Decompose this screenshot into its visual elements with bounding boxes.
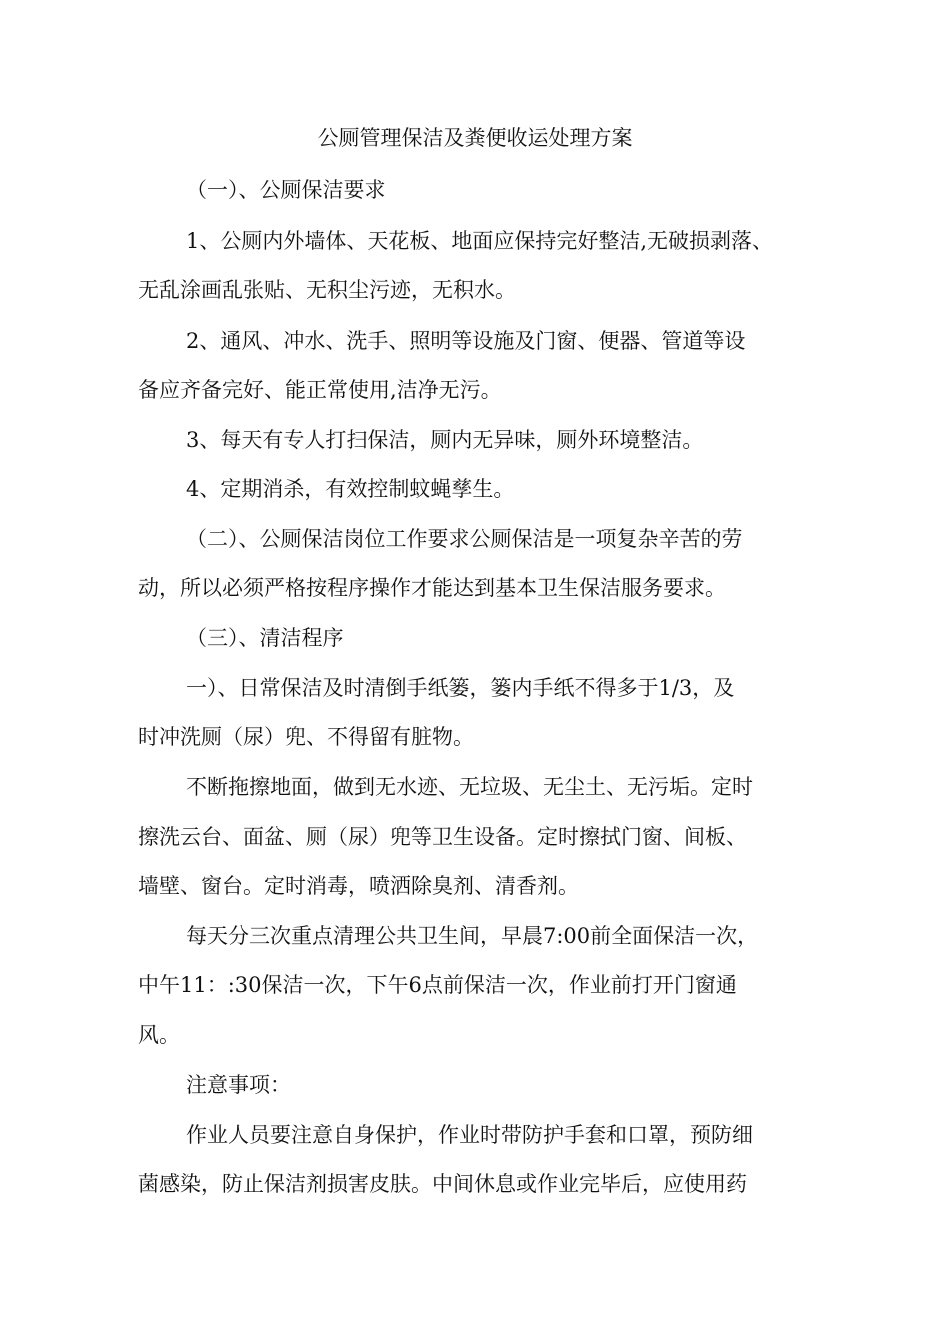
paragraph-line: 中午11：:30保洁一次，下午6点前保洁一次，作业前打开门窗通 — [138, 973, 737, 997]
paragraph-line: 作业人员要注意自身保护，作业时带防护手套和口罩，预防细 — [186, 1123, 753, 1147]
paragraph-line: 一）、日常保洁及时清倒手纸篓，篓内手纸不得多于1/3，及 — [186, 676, 735, 700]
paragraph-line: 2、通风、冲水、洗手、照明等设施及门窗、便器、管道等设 — [186, 329, 746, 353]
paragraph-line: 1、公厕内外墙体、天花板、地面应保持完好整洁,无破损剥落、 — [186, 229, 774, 253]
paragraph-line: 动，所以必须严格按程序操作才能达到基本卫生保洁服务要求。 — [138, 576, 726, 600]
paragraph-line: 菌感染，防止保洁剂损害皮肤。中间休息或作业完毕后，应使用药 — [138, 1172, 747, 1196]
paragraph-line: 3、每天有专人打扫保洁，厕内无异味，厕外环境整洁。 — [186, 428, 704, 452]
paragraph-line: 擦洗云台、面盆、厕（尿）兜等卫生设备。定时擦拭门窗、间板、 — [138, 825, 747, 849]
section-heading-2: （二）、公厕保洁岗位工作要求公厕保洁是一项复杂辛苦的劳 — [186, 527, 743, 551]
paragraph-line: 4、定期消杀，有效控制蚊蝇孳生。 — [186, 477, 515, 501]
paragraph-line: 每天分三次重点清理公共卫生间，早晨7:00前全面保洁一次， — [186, 924, 759, 948]
paragraph-line: 墙壁、窗台。定时消毒，喷洒除臭剂、清香剂。 — [138, 874, 579, 898]
paragraph-line: 时冲洗厕（尿）兜、不得留有脏物。 — [138, 725, 474, 749]
paragraph-line: 风。 — [138, 1023, 180, 1047]
paragraph-line: 备应齐备完好、能正常使用,洁净无污。 — [138, 378, 502, 402]
paragraph-line: 无乱涂画乱张贴、无积尘污迹，无积水。 — [138, 278, 516, 302]
notes-heading: 注意事项： — [186, 1073, 291, 1097]
section-heading-3: （三）、清洁程序 — [186, 626, 344, 650]
section-heading-1: （一）、公厕保洁要求 — [186, 178, 386, 202]
paragraph-line: 不断拖擦地面，做到无水迹、无垃圾、无尘土、无污垢。定时 — [186, 775, 753, 799]
document-title: 公厕管理保洁及粪便收运处理方案 — [317, 126, 633, 150]
